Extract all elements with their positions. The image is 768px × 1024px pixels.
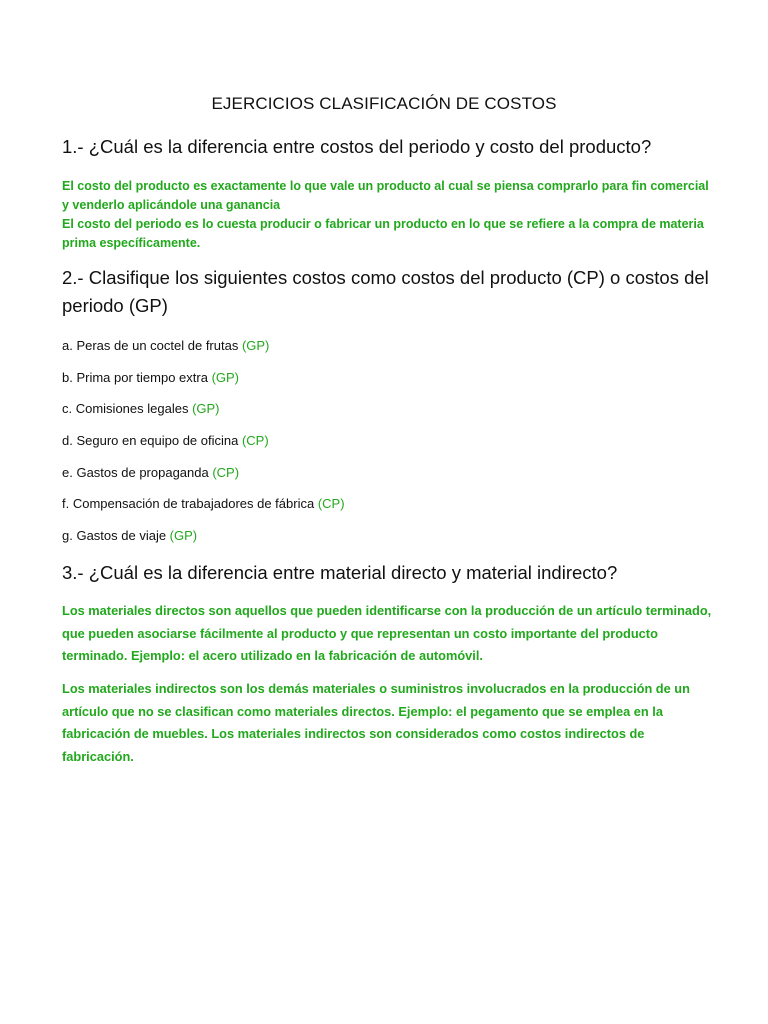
- answer-1-line-1: El costo del producto es exactamente lo que vale un producto al cual se piensa comprarlo para fin comercial y venderlo aplicándole una ganancia: [62, 179, 709, 212]
- item-classification: (CP): [241, 433, 269, 449]
- item-text: d. Seguro en equipo de oficina: [62, 433, 242, 449]
- question-3: 3.- ¿Cuál es la diferencia entre material directo y material indirecto?: [62, 562, 618, 583]
- list-item: [62, 399, 712, 431]
- list-item: [62, 431, 712, 463]
- item-classification: (CP): [212, 464, 240, 480]
- list-item: [62, 463, 712, 495]
- list-item: [62, 526, 712, 558]
- question-2: 2.- Clasifique los siguientes costos como costos del producto (CP) o costos del periodo (GP): [62, 267, 709, 316]
- item-classification: (CP): [317, 496, 345, 512]
- item-classification: (GP): [211, 369, 240, 385]
- item-classification: (GP): [192, 401, 220, 417]
- answer-3-paragraph-2: Los materiales indirectos son los demás materiales o suministros involucrados en la producción de un artículo que no se clasifican como materiales directos. Ejemplo: el pegamento que se emplea en la fabricación de muebles. Los materiales indirectos son considerados como costos indirectos de fabricación.: [62, 681, 690, 764]
- question-1: 1.- ¿Cuál es la diferencia entre costos del periodo y costo del producto?: [62, 136, 652, 157]
- answer-1: [62, 177, 712, 253]
- list-item: [62, 494, 712, 526]
- item-text: b. Prima por tiempo extra: [62, 369, 212, 385]
- item-text: c. Comisiones legales: [62, 401, 193, 417]
- document-title: EJERCICIOS CLASIFICACIÓN DE COSTOS: [211, 94, 557, 113]
- list-item: [62, 336, 712, 368]
- list-item: [62, 368, 712, 400]
- answer-1-line-2: El costo del periodo es lo cuesta producir o fabricar un producto en lo que se refiere a la compra de materia prima específicamente.: [62, 217, 704, 250]
- item-classification: (GP): [241, 338, 270, 353]
- item-text: f. Compensación de trabajadores de fábrica: [62, 496, 318, 512]
- item-text: g. Gastos de viaje: [62, 528, 170, 544]
- answer-3-paragraph-1: Los materiales directos son aquellos que pueden identificarse con la producción de un artículo terminado, que pueden asociarse fácilmente al producto y que representan un costo importante del producto terminado. Ejemplo: el acero utilizado en la fabricación de automóvil.: [62, 603, 712, 663]
- item-text: a. Peras de un coctel de frutas: [62, 338, 242, 353]
- classification-list: [62, 336, 712, 558]
- item-classification: (GP): [169, 528, 198, 544]
- item-text: e. Gastos de propaganda: [62, 464, 213, 480]
